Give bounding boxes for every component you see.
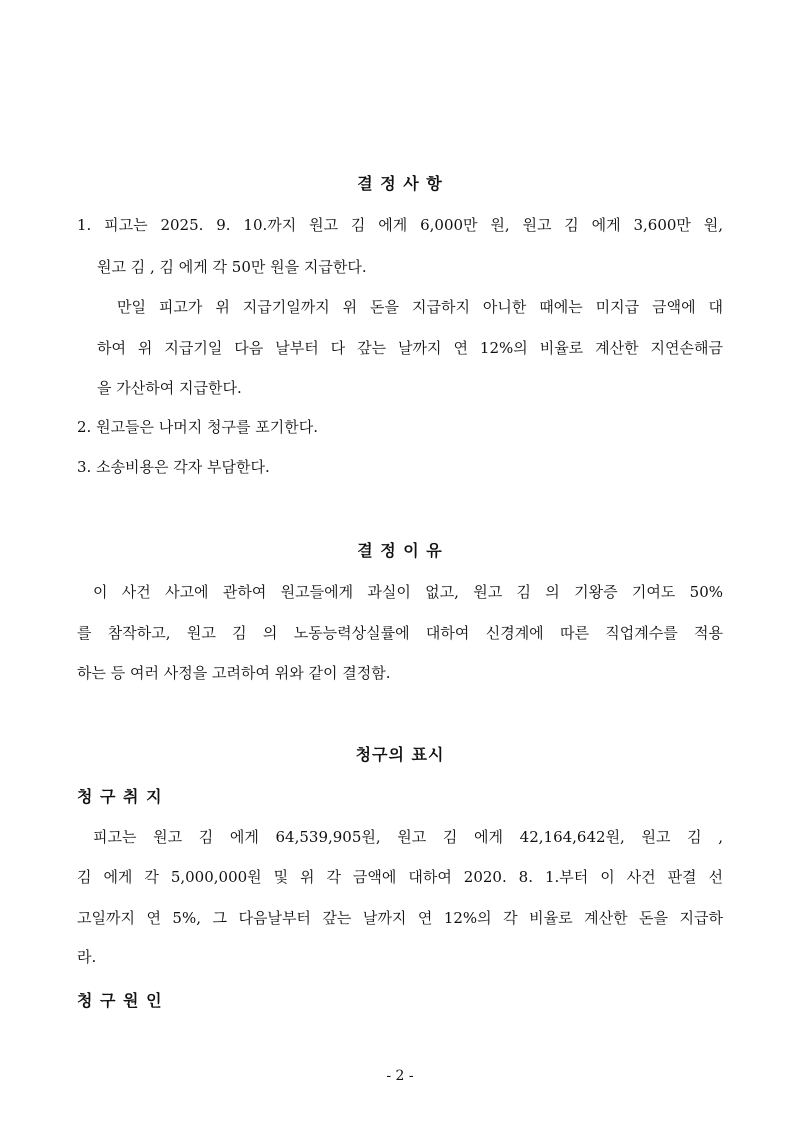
decision-line-2: 원고 김 , 김 에게 각 50만 원을 지급한다.: [97, 258, 367, 276]
claim-cause-heading: 청 구 원 인: [77, 991, 163, 1010]
claim-heading: 청구의 표시: [355, 745, 445, 764]
decision-line-5: 을 가산하여 지급한다.: [97, 379, 242, 397]
reasons-line-1: 이 사건 사고에 관하여 원고들에게 과실이 없고, 원고 김 의 기왕증 기여도 50%: [93, 583, 723, 601]
reasons-heading: 결 정 이 유: [357, 541, 443, 560]
claim-purpose-line-1: 피고는 원고 김 에게 64,539,905원, 원고 김 에게 42,164,642원, 원고 김 ,: [93, 828, 723, 846]
claim-purpose-line-2: 김 에게 각 5,000,000원 및 위 각 금액에 대하여 2020. 8. 1.부터 이 사건 판결 선: [77, 868, 723, 886]
claim-purpose-heading: 청 구 취 지: [77, 787, 163, 806]
reasons-line-3: 하는 등 여러 사정을 고려하여 위와 같이 결정함.: [77, 664, 391, 682]
claim-purpose-line-3: 고일까지 연 5%, 그 다음날부터 갚는 날까지 연 12%의 각 비율로 계산한 돈을 지급하: [77, 909, 723, 927]
decision-line-7: 3. 소송비용은 각자 부담한다.: [77, 458, 270, 476]
decision-line-6: 2. 원고들은 나머지 청구를 포기한다.: [77, 418, 319, 436]
decision-line-3: 만일 피고가 위 지급기일까지 위 돈을 지급하지 아니한 때에는 미지급 금액에 대: [117, 298, 723, 316]
claim-purpose-line-4: 라.: [77, 948, 97, 966]
decision-line-1: 1. 피고는 2025. 9. 10.까지 원고 김 에게 6,000만 원, 원고 김 에게 3,600만 원,: [77, 216, 723, 234]
decision-heading: 결 정 사 항: [357, 174, 443, 193]
decision-line-4: 하여 위 지급기일 다음 날부터 다 갚는 날까지 연 12%의 비율로 계산한 지연손해금: [97, 339, 723, 357]
reasons-line-2: 를 참작하고, 원고 김 의 노동능력상실률에 대하여 신경계에 따른 직업계수를 적용: [77, 624, 723, 642]
page-number: - 2 -: [386, 1068, 414, 1084]
